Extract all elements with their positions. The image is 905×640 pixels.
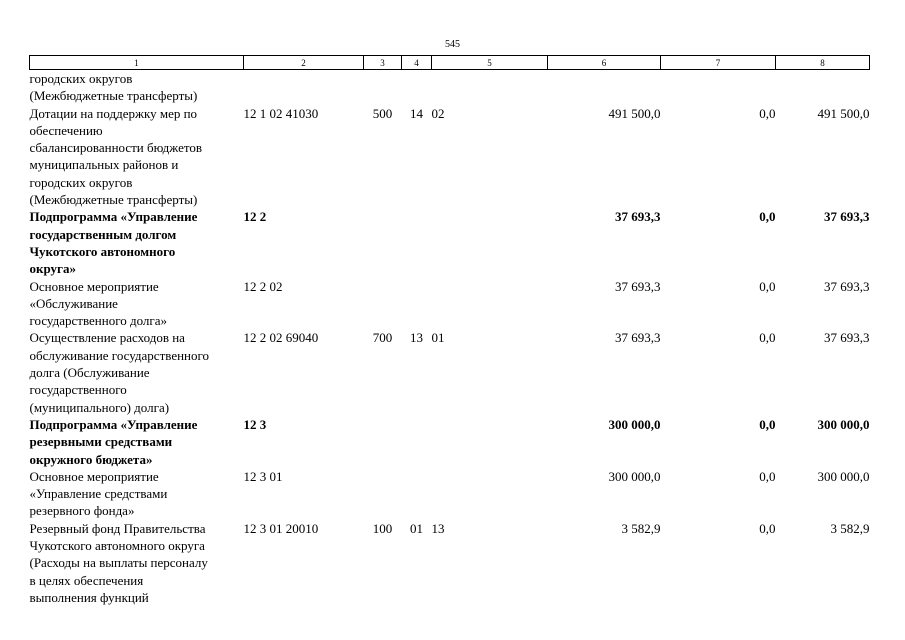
row-col7-cell: 0,0 bbox=[759, 416, 776, 432]
row-col3-cell bbox=[364, 416, 402, 468]
column-header: 2 bbox=[244, 56, 364, 70]
column-header: 6 bbox=[548, 56, 661, 70]
row-col4-cell: 13 bbox=[410, 330, 423, 346]
row-col7-cell: 0,0 bbox=[759, 209, 776, 225]
row-col8-cell: 3 582,9 bbox=[830, 520, 870, 536]
table-row bbox=[30, 520, 870, 606]
page-number: 545 bbox=[445, 39, 460, 50]
row-name-cell: Осуществление расходов на обслуживание государственного долга (Обслуживание государственного (муниципального) долга) bbox=[29, 330, 210, 415]
row-code-cell: 12 3 01 20010 bbox=[243, 520, 319, 536]
row-col4-cell bbox=[402, 468, 432, 520]
row-col6-cell: 300 000,0 bbox=[608, 468, 661, 484]
budget-table bbox=[29, 55, 870, 606]
row-col5-cell bbox=[432, 70, 548, 105]
column-header: 5 bbox=[432, 56, 548, 70]
column-number-header bbox=[30, 56, 870, 70]
row-col8-cell: 37 693,3 bbox=[824, 330, 870, 346]
row-col3-cell bbox=[364, 208, 402, 277]
row-name-cell: городских округов (Межбюджетные трансферты) bbox=[29, 71, 198, 104]
row-col4-cell bbox=[402, 416, 432, 468]
row-col7-cell: 0,0 bbox=[759, 278, 776, 294]
column-header: 3 bbox=[364, 56, 402, 70]
row-col7-cell: 0,0 bbox=[759, 468, 776, 484]
row-col7-cell bbox=[661, 70, 776, 105]
row-code-cell: 12 1 02 41030 bbox=[243, 105, 319, 121]
row-col6-cell: 300 000,0 bbox=[608, 416, 661, 432]
row-col5-cell: 13 bbox=[431, 520, 445, 536]
row-col4-cell bbox=[402, 208, 432, 277]
table-row bbox=[30, 468, 870, 520]
table-row bbox=[30, 105, 870, 209]
row-code-cell: 12 2 02 bbox=[243, 278, 283, 294]
row-col3-cell: 500 bbox=[372, 105, 393, 121]
row-col5-cell: 01 bbox=[431, 330, 445, 346]
table-row bbox=[30, 208, 870, 277]
row-col4-cell: 01 bbox=[410, 520, 423, 536]
row-col6-cell: 37 693,3 bbox=[615, 278, 661, 294]
row-col4-cell bbox=[402, 278, 432, 330]
row-col3-cell: 700 bbox=[372, 330, 393, 346]
row-code-cell: 12 3 bbox=[243, 416, 267, 432]
table-row bbox=[30, 329, 870, 415]
row-col6-cell: 491 500,0 bbox=[608, 105, 661, 121]
row-col8-cell: 300 000,0 bbox=[817, 416, 870, 432]
table-row bbox=[30, 70, 870, 105]
row-col6-cell: 37 693,3 bbox=[615, 209, 661, 225]
row-col8-cell: 300 000,0 bbox=[817, 468, 870, 484]
row-code-cell: 12 2 bbox=[243, 209, 267, 225]
table-row bbox=[30, 278, 870, 330]
row-code-cell bbox=[244, 70, 364, 105]
column-header: 1 bbox=[30, 56, 244, 70]
row-col3-cell bbox=[364, 70, 402, 105]
row-col5-cell bbox=[432, 208, 548, 277]
row-col3-cell: 100 bbox=[372, 520, 393, 536]
row-col8-cell: 491 500,0 bbox=[817, 105, 870, 121]
row-col7-cell: 0,0 bbox=[759, 520, 776, 536]
row-col7-cell: 0,0 bbox=[759, 105, 776, 121]
row-col6-cell bbox=[548, 70, 661, 105]
column-header: 4 bbox=[402, 56, 432, 70]
row-col3-cell bbox=[364, 278, 402, 330]
row-col4-cell: 14 bbox=[410, 105, 423, 121]
row-name-cell: Дотации на поддержку мер по обеспечению сбалансированности бюджетов муниципальных районов и городских округов (Межбюджетные трансферты) bbox=[29, 105, 203, 208]
column-header: 8 bbox=[776, 56, 870, 70]
row-col8-cell bbox=[776, 70, 870, 105]
row-col8-cell: 37 693,3 bbox=[824, 209, 870, 225]
row-col6-cell: 3 582,9 bbox=[621, 520, 661, 536]
row-name-cell: Основное мероприятие «Управление средствами резервного фонда» bbox=[29, 468, 168, 519]
row-col7-cell: 0,0 bbox=[759, 330, 776, 346]
row-col5-cell bbox=[432, 468, 548, 520]
row-name-cell: Подпрограмма «Управление резервными средствами окружного бюджета» bbox=[29, 416, 198, 467]
row-name-cell: Резервный фонд Правительства Чукотского автономного округа (Расходы на выплаты персоналу в целях обеспечения выполнения функций bbox=[29, 520, 208, 605]
row-col3-cell bbox=[364, 468, 402, 520]
column-header: 7 bbox=[661, 56, 776, 70]
row-col5-cell bbox=[432, 416, 548, 468]
row-code-cell: 12 2 02 69040 bbox=[243, 330, 319, 346]
row-col5-cell bbox=[432, 278, 548, 330]
row-name-cell: Основное мероприятие «Обслуживание государственного долга» bbox=[29, 278, 167, 329]
row-col5-cell: 02 bbox=[431, 105, 445, 121]
row-name-cell: Подпрограмма «Управление государственным долгом Чукотского автономного округа» bbox=[29, 209, 198, 277]
row-col4-cell bbox=[402, 70, 432, 105]
row-code-cell: 12 3 01 bbox=[243, 468, 283, 484]
table-row bbox=[30, 416, 870, 468]
row-col6-cell: 37 693,3 bbox=[615, 330, 661, 346]
row-col8-cell: 37 693,3 bbox=[824, 278, 870, 294]
